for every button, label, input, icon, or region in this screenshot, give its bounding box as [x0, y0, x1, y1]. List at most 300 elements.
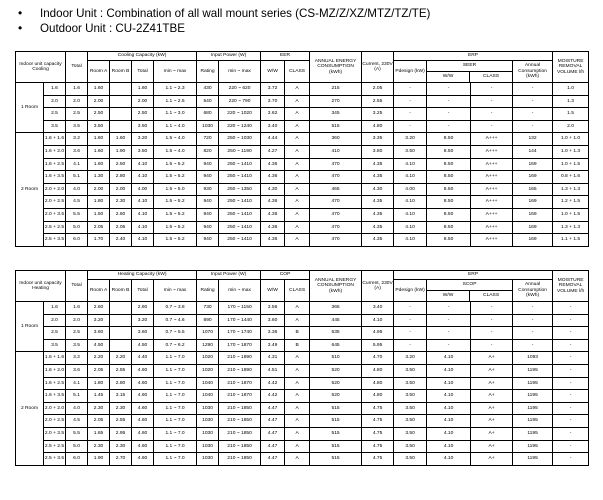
- col-cop-class: CLASS: [285, 280, 310, 302]
- table-cell: 4.47: [261, 415, 285, 428]
- room-group-label: 2 Room: [16, 352, 44, 465]
- table-cell: 5.1: [66, 390, 88, 403]
- table-cell: 1.1 ~ 2.5: [154, 95, 197, 108]
- table-cell: 3.50: [394, 377, 427, 390]
- table-cell: 4.95: [362, 327, 394, 340]
- bullet-indoor-unit: [8, 6, 598, 21]
- table-cell: 2.0: [553, 120, 589, 133]
- row-capacity-label: 2.5 + 2.5: [44, 440, 66, 453]
- table-cell: 0.7 ~ 6.2: [154, 339, 197, 352]
- table-cell: 3.5: [66, 120, 88, 133]
- table-cell: 3.20: [132, 314, 154, 327]
- table-cell: 3.15: [110, 390, 132, 403]
- col-indoor-unit-capacity: Indoor unit capacity Heating: [16, 271, 66, 302]
- table-cell: 540: [197, 95, 219, 108]
- table-cell: 345: [310, 108, 362, 121]
- bullet-text: Outdoor Unit : CU-2Z41TBE: [40, 22, 185, 35]
- col-seer-ww: W/W: [427, 72, 470, 82]
- table-row: [16, 364, 589, 377]
- table-cell: 4.80: [362, 377, 394, 390]
- table-cell: 4.35: [362, 171, 394, 184]
- table-cell: 1.0 + 1.5: [553, 158, 589, 171]
- table-cell: 1.1 + 1.5: [553, 234, 589, 247]
- table-cell: 2.80: [110, 171, 132, 184]
- table-cell: 1.1 ~ 7.0: [154, 402, 197, 415]
- table-cell: -: [394, 120, 427, 133]
- table-cell: 4.60: [132, 390, 154, 403]
- table-cell: 4.75: [362, 453, 394, 466]
- table-cell: 1.1 ~ 7.0: [154, 352, 197, 365]
- table-cell: -: [513, 95, 553, 108]
- table-cell: B: [285, 327, 310, 340]
- table-row: [16, 183, 589, 196]
- row-capacity-label: 1.6 + 1.6: [44, 352, 66, 365]
- col-input-minmax: min ~ max: [219, 61, 261, 83]
- table-cell: 4.47: [261, 453, 285, 466]
- table-cell: 4.5: [66, 415, 88, 428]
- table-cell: 132: [513, 133, 553, 146]
- table-cell: 1.45: [88, 390, 110, 403]
- table-cell: 5.5: [66, 427, 88, 440]
- table-cell: 1.60: [88, 158, 110, 171]
- col-cop: COP: [261, 271, 310, 280]
- col-scop: SCOP: [427, 280, 512, 291]
- table-cell: A+: [471, 440, 513, 453]
- table-cell: 3.20: [88, 314, 110, 327]
- table-cell: 940: [197, 234, 219, 247]
- table-cell: 4.44: [261, 133, 285, 146]
- table-row: [16, 145, 589, 158]
- table-cell: 4.00: [394, 183, 427, 196]
- row-capacity-label: 3.5: [44, 120, 66, 133]
- col-room-b: Room B: [110, 61, 132, 83]
- table-cell: 4.75: [362, 415, 394, 428]
- table-cell: 169: [513, 158, 553, 171]
- table-cell: A: [285, 95, 310, 108]
- table-cell: 210 ~ 1850: [219, 427, 261, 440]
- table-cell: 4.1: [66, 158, 88, 171]
- table-cell: 4.47: [261, 402, 285, 415]
- table-cell: 169: [513, 221, 553, 234]
- table-row: [16, 327, 589, 340]
- row-capacity-label: 1.6 + 2.0: [44, 145, 66, 158]
- table-cell: A: [285, 120, 310, 133]
- table-row: [16, 402, 589, 415]
- table-cell: 2.40: [110, 234, 132, 247]
- table-cell: 250 ~ 1030: [219, 133, 261, 146]
- table-cell: 170 ~ 1440: [219, 314, 261, 327]
- row-capacity-label: 2.5: [44, 108, 66, 121]
- table-cell: 4.10: [394, 196, 427, 209]
- col-rating: Rating: [197, 61, 219, 83]
- table-cell: -: [513, 120, 553, 133]
- col-scop-group: [427, 280, 513, 302]
- table-cell: -: [513, 108, 553, 121]
- col-scop-ww: W/W: [427, 291, 470, 301]
- table-cell: 4.30: [261, 183, 285, 196]
- table-cell: 250 ~ 1410: [219, 158, 261, 171]
- table-cell: 3.56: [261, 302, 285, 315]
- table-cell: 4.36: [261, 196, 285, 209]
- table-cell: 1.5 ~ 4.0: [154, 133, 197, 146]
- table-cell: 4.10: [394, 171, 427, 184]
- table-cell: 820: [197, 145, 219, 158]
- table-cell: 4.60: [132, 440, 154, 453]
- table-cell: A: [285, 352, 310, 365]
- table-cell: 1.5 ~ 5.2: [154, 196, 197, 209]
- row-capacity-label: 2.5 + 2.5: [44, 221, 66, 234]
- table-cell: -: [553, 364, 589, 377]
- col-seer-group: [427, 61, 513, 83]
- table-cell: 4.36: [261, 158, 285, 171]
- table-cell: A+++: [471, 133, 513, 146]
- table-cell: 1.1 ~ 4.0: [154, 120, 197, 133]
- row-capacity-label: 1.6: [44, 302, 66, 315]
- table-row: [16, 390, 589, 403]
- table-cell: 0.7 ~ 3.8: [154, 302, 197, 315]
- col-seer: SEER: [427, 61, 512, 72]
- table-cell: 4.60: [132, 364, 154, 377]
- table-cell: 3.20: [394, 352, 427, 365]
- table-cell: A+++: [471, 221, 513, 234]
- table-row: [16, 133, 589, 146]
- table-cell: 2.60: [88, 302, 110, 315]
- table-cell: 165: [513, 183, 553, 196]
- table-cell: 940: [197, 196, 219, 209]
- table-cell: 510: [310, 352, 362, 365]
- table-cell: 4.10: [132, 196, 154, 209]
- table-row: [16, 415, 589, 428]
- table-cell: 8.50: [427, 133, 471, 146]
- table-cell: 8.50: [427, 208, 471, 221]
- table-cell: A: [285, 234, 310, 247]
- table-cell: 1.5 ~ 5.2: [154, 208, 197, 221]
- table-cell: 2.60: [110, 208, 132, 221]
- table-cell: 2.50: [132, 108, 154, 121]
- table-cell: 2.5: [66, 108, 88, 121]
- table-cell: 1.3 + 1.3: [553, 183, 589, 196]
- table-cell: 8.50: [427, 158, 471, 171]
- table-cell: 2.05: [88, 221, 110, 234]
- col-total: Total: [66, 52, 88, 83]
- table-cell: 1195: [513, 390, 553, 403]
- col-cap-total: Total: [132, 61, 154, 83]
- table-cell: 3.2: [66, 352, 88, 365]
- table-cell: 2.55: [110, 415, 132, 428]
- row-capacity-label: 2.5: [44, 327, 66, 340]
- table-cell: A: [285, 377, 310, 390]
- col-eer-class: CLASS: [285, 61, 310, 83]
- col-heating-capacity: Heating Capacity (kW): [88, 271, 197, 280]
- row-capacity-label: 2.0 + 2.0: [44, 402, 66, 415]
- bullet-dot-icon: •: [18, 21, 23, 35]
- table-cell: 4.75: [362, 402, 394, 415]
- table-cell: 2.80: [110, 377, 132, 390]
- table-cell: 1.60: [110, 133, 132, 146]
- table-cell: -: [471, 120, 513, 133]
- table-cell: -: [553, 415, 589, 428]
- table-cell: 8.50: [427, 234, 471, 247]
- table-row: [16, 108, 589, 121]
- table-cell: A: [285, 171, 310, 184]
- table-cell: A: [285, 145, 310, 158]
- table-cell: -: [427, 302, 471, 315]
- row-capacity-label: 2.5 + 3.5: [44, 234, 66, 247]
- table-cell: 515: [310, 120, 362, 133]
- table-cell: 3.70: [261, 95, 285, 108]
- table-cell: -: [513, 83, 553, 96]
- col-room-a: Room A: [88, 280, 110, 302]
- table-cell: A: [285, 83, 310, 96]
- table-cell: -: [427, 83, 471, 96]
- table-cell: A+++: [471, 145, 513, 158]
- table-cell: -: [427, 108, 471, 121]
- table-cell: 0.7 ~ 4.6: [154, 314, 197, 327]
- table-cell: A: [285, 364, 310, 377]
- table-cell: A+++: [471, 234, 513, 247]
- table-cell: 4.36: [261, 171, 285, 184]
- table-cell: 4.75: [362, 427, 394, 440]
- table-cell: 250 ~ 1350: [219, 183, 261, 196]
- table-cell: 250 ~ 1190: [219, 145, 261, 158]
- table-cell: 3.40: [261, 120, 285, 133]
- col-pdesign: Pdesign (kW): [394, 61, 427, 83]
- table-cell: A: [285, 402, 310, 415]
- table-row: [16, 427, 589, 440]
- col-cop-ww: W/W: [261, 280, 285, 302]
- table-cell: 470: [310, 221, 362, 234]
- table-cell: 2.70: [110, 453, 132, 466]
- table-cell: 4.36: [261, 234, 285, 247]
- table-cell: 169: [513, 196, 553, 209]
- table-cell: 4.47: [261, 440, 285, 453]
- table-cell: 430: [197, 83, 219, 96]
- table-cell: 1.1 ~ 3.0: [154, 108, 197, 121]
- table-cell: -: [427, 314, 471, 327]
- table-cell: 365: [310, 302, 362, 315]
- table-cell: 210 ~ 1850: [219, 415, 261, 428]
- table-cell: 3.20: [132, 133, 154, 146]
- table-cell: -: [553, 339, 589, 352]
- table-cell: 4.10: [427, 377, 471, 390]
- table-cell: 6.0: [66, 234, 88, 247]
- table-cell: 1030: [197, 415, 219, 428]
- table-cell: 2.05: [110, 221, 132, 234]
- table-cell: A: [285, 183, 310, 196]
- table-cell: -: [553, 377, 589, 390]
- table-cell: 470: [310, 208, 362, 221]
- table-cell: 2.20: [110, 352, 132, 365]
- table-cell: 8.50: [427, 183, 471, 196]
- table-cell: 1.5 ~ 5.2: [154, 158, 197, 171]
- table-cell: 4.10: [427, 440, 471, 453]
- table-cell: -: [427, 327, 471, 340]
- table-cell: 169: [513, 234, 553, 247]
- table-cell: 4.42: [261, 377, 285, 390]
- table-cell: 2.20: [88, 352, 110, 365]
- table-cell: 4.0: [66, 402, 88, 415]
- table-cell: 4.35: [362, 196, 394, 209]
- table-cell: 3.50: [394, 364, 427, 377]
- table-cell: 210 ~ 1850: [219, 440, 261, 453]
- table-cell: 5.95: [362, 339, 394, 352]
- table-cell: 3.50: [132, 145, 154, 158]
- table-cell: 1195: [513, 402, 553, 415]
- table-cell: 1.60: [88, 133, 110, 146]
- table-cell: A+++: [471, 158, 513, 171]
- table-cell: 520: [310, 377, 362, 390]
- table-cell: -: [471, 339, 513, 352]
- table-cell: 1.3 + 1.3: [553, 221, 589, 234]
- table-cell: -: [471, 95, 513, 108]
- table-cell: 4.5: [66, 196, 88, 209]
- table-cell: 1070: [197, 327, 219, 340]
- bullet-dot-icon: •: [18, 6, 23, 20]
- table-cell: 535: [310, 327, 362, 340]
- table-cell: 169: [513, 208, 553, 221]
- table-cell: 470: [310, 158, 362, 171]
- table-cell: 4.40: [132, 352, 154, 365]
- table-cell: -: [513, 314, 553, 327]
- col-erp: ERP: [394, 52, 553, 61]
- col-annual-energy: ANNUAL ENERGY CONSUMPTION (kWh): [310, 52, 362, 83]
- table-cell: -: [427, 339, 471, 352]
- table-cell: 3.60: [261, 314, 285, 327]
- table-cell: A: [285, 453, 310, 466]
- table-cell: 5.0: [66, 440, 88, 453]
- table-cell: A: [285, 440, 310, 453]
- table-cell: 2.00: [88, 183, 110, 196]
- table-cell: 1.90: [88, 453, 110, 466]
- table-cell: -: [513, 339, 553, 352]
- table-cell: 4.60: [132, 377, 154, 390]
- table-cell: 8.50: [427, 221, 471, 234]
- table-cell: 2.95: [110, 427, 132, 440]
- table-cell: A+: [471, 427, 513, 440]
- table-cell: 4.10: [394, 221, 427, 234]
- table-cell: 4.60: [132, 427, 154, 440]
- table-cell: 360: [310, 133, 362, 146]
- table-cell: 170 ~ 1150: [219, 302, 261, 315]
- table-cell: 2.50: [110, 158, 132, 171]
- table-cell: 1.90: [110, 145, 132, 158]
- table-cell: 3.60: [88, 327, 110, 340]
- table-cell: 940: [197, 208, 219, 221]
- table-cell: -: [471, 83, 513, 96]
- table-cell: 890: [197, 314, 219, 327]
- table-cell: 2.30: [88, 440, 110, 453]
- table-cell: A+: [471, 415, 513, 428]
- table-cell: 1.1 ~ 7.0: [154, 377, 197, 390]
- table-cell: 3.50: [394, 390, 427, 403]
- table-cell: 1.65: [88, 427, 110, 440]
- bullet-text: Indoor Unit : Combination of all wall mount series (CS-MZ/Z/XZ/MTZ/TZ/TE): [40, 7, 431, 20]
- table-cell: 210 ~ 1850: [219, 453, 261, 466]
- table-cell: 4.36: [261, 208, 285, 221]
- row-capacity-label: 1.6 + 3.5: [44, 390, 66, 403]
- table-cell: 4.10: [394, 208, 427, 221]
- table-cell: A+++: [471, 183, 513, 196]
- table-cell: 515: [310, 402, 362, 415]
- table-cell: 0.7 ~ 5.5: [154, 327, 197, 340]
- table-cell: 2.00: [132, 95, 154, 108]
- table-cell: 210 ~ 1890: [219, 364, 261, 377]
- table-cell: 1.6: [66, 83, 88, 96]
- table-cell: -: [394, 83, 427, 96]
- table-cell: 220 ~ 620: [219, 83, 261, 96]
- table-cell: 3.49: [261, 339, 285, 352]
- table-cell: 4.80: [362, 120, 394, 133]
- row-capacity-label: 1.6 + 2.5: [44, 377, 66, 390]
- table-cell: 2.05: [88, 364, 110, 377]
- table-cell: 3.50: [394, 415, 427, 428]
- table-cell: 1.5: [553, 108, 589, 121]
- table-cell: 6.0: [66, 453, 88, 466]
- table-cell: 1195: [513, 440, 553, 453]
- table-cell: 4.42: [261, 390, 285, 403]
- table-cell: A: [285, 427, 310, 440]
- table-row: [16, 377, 589, 390]
- row-capacity-label: 2.0: [44, 95, 66, 108]
- table-row: [16, 221, 589, 234]
- col-indoor-unit-capacity: Indoor unit capacity Cooling: [16, 52, 66, 83]
- table-cell: 470: [310, 234, 362, 247]
- table-cell: 1.1 ~ 7.0: [154, 427, 197, 440]
- table-cell: 1.0 + 1.0: [553, 133, 589, 146]
- table-cell: 3.50: [394, 427, 427, 440]
- heating-spec-table: [15, 270, 589, 466]
- table-cell: -: [471, 108, 513, 121]
- table-cell: -: [471, 327, 513, 340]
- table-cell: 2.00: [110, 183, 132, 196]
- row-capacity-label: 2.0 + 3.5: [44, 208, 66, 221]
- table-cell: 1030: [197, 453, 219, 466]
- table-cell: A: [285, 314, 310, 327]
- table-cell: 1.3: [553, 95, 589, 108]
- table-cell: 3.2: [66, 133, 88, 146]
- table-row: [16, 95, 589, 108]
- col-cap-total: Total: [132, 280, 154, 302]
- table-cell: 4.80: [362, 390, 394, 403]
- table-cell: -: [394, 314, 427, 327]
- table-cell: 3.35: [362, 133, 394, 146]
- table-row: [16, 171, 589, 184]
- table-cell: 3.50: [394, 402, 427, 415]
- table-cell: 445: [310, 314, 362, 327]
- table-cell: [110, 314, 132, 327]
- table-cell: 515: [310, 427, 362, 440]
- table-cell: -: [394, 327, 427, 340]
- table-cell: 5.0: [66, 221, 88, 234]
- table-cell: 3.50: [88, 120, 110, 133]
- table-cell: 4.10: [132, 221, 154, 234]
- table-cell: 250 ~ 1410: [219, 171, 261, 184]
- table-cell: -: [553, 453, 589, 466]
- table-cell: 1093: [513, 352, 553, 365]
- table-cell: A+++: [471, 208, 513, 221]
- table-cell: 2.55: [110, 364, 132, 377]
- table-cell: 1.70: [88, 234, 110, 247]
- col-cap-minmax: min ~ max: [154, 280, 197, 302]
- table-cell: 2.60: [132, 302, 154, 315]
- table-cell: A: [285, 415, 310, 428]
- table-cell: -: [553, 390, 589, 403]
- table-cell: 2.0: [66, 314, 88, 327]
- table-cell: 1030: [197, 427, 219, 440]
- table-cell: 2.0: [66, 95, 88, 108]
- col-total: Total: [66, 271, 88, 302]
- table-cell: A+++: [471, 171, 513, 184]
